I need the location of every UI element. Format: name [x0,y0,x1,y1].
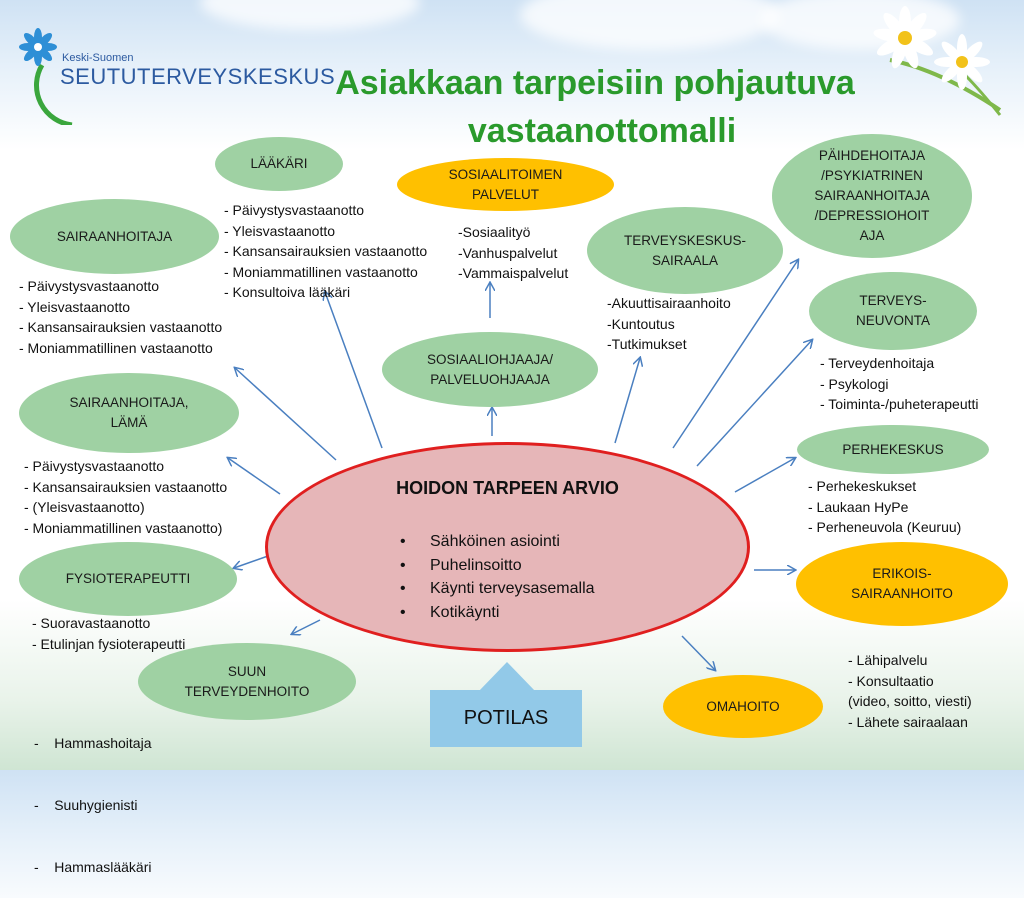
node-label: SAIRAANHOITAJA, LÄMÄ [69,395,189,430]
logo-subtitle: Keski-Suomen [62,52,134,64]
node-laakari [215,137,343,191]
list-sairaanhoitaja [19,276,222,358]
list-item: - Toiminta-/puheterapeutti [820,396,979,413]
list-tk-sairaala [607,293,731,355]
node-perhekeskus [797,425,989,474]
node-sosiaalitoimi [397,158,614,211]
list-item: - Suoravastaanotto [32,615,151,631]
patient-label: POTILAS [463,707,549,729]
node-label: SOSIAALIOHJAAJA/ PALVELUOHJAAJA [426,351,554,387]
patient-box [430,690,582,747]
arrow-to-omahoito [682,636,715,670]
list-erikois [848,650,972,732]
list-item: -Vammaispalvelut [458,265,569,282]
list-item: -Tutkimukset [607,336,687,353]
center-list-item: • Puhelinsoitto [398,554,595,578]
node-label: ERIKOIS- SAIRAANHOITO [851,566,953,601]
node-terveysneuvonta [809,272,977,350]
node-sairaanhoitaja [10,199,219,274]
node-paihdehoitaja [772,134,972,258]
node-omahoito [663,675,823,738]
list-item: - Kansansairauksien vastaanotto [24,478,228,495]
list-item: - Terveydenhoitaja [820,355,935,371]
list-item: - Lähete sairaalaan [848,713,968,730]
list-item: - Moniammatillinen vastaanotto [224,263,418,280]
list-sosiaalitoimi [458,222,568,284]
list-item: - Moniammatillinen vastaanotto [19,339,213,356]
list-terveysneuvonta [820,353,979,415]
list-item: - Konsultaatio [848,672,934,689]
list-item: - Hammaslääkäri [34,858,152,875]
node-label: FYSIOTERAPEUTTI [65,571,191,586]
list-perhekeskus [808,476,961,538]
node-label: LÄÄKÄRI [250,156,308,171]
list-item: - Lähipalvelu [848,652,928,668]
node-sosiaaliohjaaja [382,332,598,407]
list-item: - Perheneuvola (Keuruu) [808,519,962,536]
list-item: - Hammashoitaja [34,735,152,752]
center-list [398,530,595,624]
node-label: OMAHOITO [706,698,780,714]
list-item: - Päivystysvastaanotto [224,202,365,218]
arrow-to-laakari [325,292,382,448]
center-list-item: • Sähköinen asiointi [398,530,595,554]
list-item: (video, soitto, viesti) [848,693,972,710]
logo-title: SEUTUTERVEYSKESKUS [60,64,336,89]
page-title-line2: vastaanottomalli [467,112,737,150]
list-item: - Etulinjan fysioterapeutti [32,635,186,652]
list-item: - (Yleisvastaanotto) [24,499,145,516]
list-item: -Akuuttisairaanhoito [607,295,731,311]
list-laakari [224,200,427,303]
node-sairaanhoitaja-lama [19,373,239,453]
node-label: TERVEYS- NEUVONTA [855,293,930,328]
node-label: SOSIAALITOIMEN PALVELUT [448,166,563,202]
arrow-to-sairaanhoitaja [235,368,336,460]
node-label: SUUN TERVEYDENHOITO [184,663,310,699]
node-label: PÄIHDEHOITAJA /PSYKIATRINEN SAIRAANHOITAJA /DEPRESSIOHOIT AJA [814,148,930,243]
list-item: - Kansansairauksien vastaanotto [224,243,428,260]
list-item: - Moniammatillinen vastaanotto) [24,519,223,536]
list-item: - Yleisvastaanotto [224,222,336,239]
list-lama [24,456,227,538]
list-item: - Perhekeskukset [808,478,917,494]
list-item: - Yleisvastaanotto [19,298,131,315]
node-label: TERVEYSKESKUS- SAIRAALA [623,232,747,268]
node-suun-terveydenhoito [138,643,356,720]
list-item: - Päivystysvastaanotto [19,278,160,294]
list-item: - Suuhygienisti [34,796,138,813]
list-item: -Vanhuspalvelut [458,244,558,261]
list-item: - Kansansairauksien vastaanotto [19,319,223,336]
list-item: - Psykologi [820,375,889,392]
arrow-to-fysio [234,556,268,568]
center-title: HOIDON TARPEEN ARVIO [396,478,619,498]
node-label: SAIRAANHOITAJA [56,228,173,244]
patient-up-arrow-icon [478,662,536,692]
list-item: - Konsultoiva lääkäri [224,284,351,301]
list-suun [34,692,151,898]
list-item: - Laukaan HyPe [808,498,909,515]
arrow-to-suun [292,620,320,634]
center-list-item: • Kotikäynti [398,601,595,625]
list-fysio [32,613,185,654]
list-item: -Sosiaalityö [458,224,531,240]
node-terveyskeskus-sairaala [587,207,783,294]
center-list-item: • Käynti terveysasemalla [398,577,595,601]
node-erikoissairaanhoito [796,542,1008,626]
node-label: PERHEKESKUS [842,441,944,457]
arrow-to-tk-sairaala [615,358,640,443]
page-title-line1: Asiakkaan tarpeisiin pohjautuva [335,64,855,102]
arrow-to-terveysneuvonta [697,340,812,466]
list-item: - Päivystysvastaanotto [24,458,165,474]
node-fysioterapeutti [19,542,237,616]
list-item: -Kuntoutus [607,315,675,332]
